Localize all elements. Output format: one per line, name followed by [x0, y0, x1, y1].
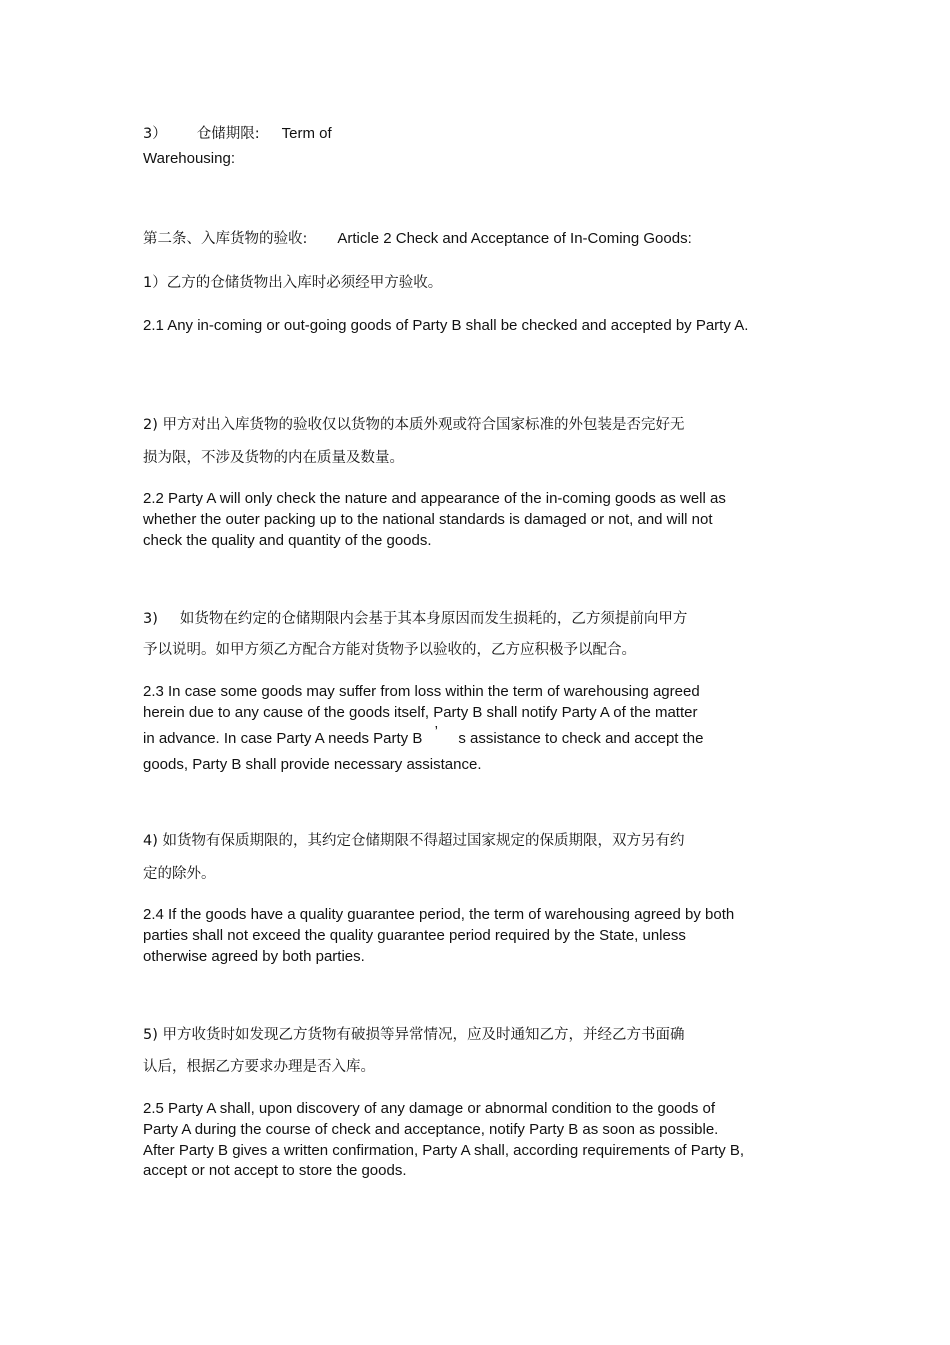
clause-3-zh-line1 [143, 609, 687, 629]
clause-title-zh: 仓储期限: [196, 126, 260, 142]
clause-title-en: Term of [281, 125, 332, 142]
clause-2-2-en: 2.2 Party A will only check the nature and appearance of the in-coming goods as well as whether the outer packing up to the national standards is damaged or not, and will not check the quality and quantity of the goods. [143, 490, 726, 549]
clause-2-zh-line2: 损为限，不涉及货物的内在质量及数量。 [143, 450, 404, 466]
clause-text: s assistance to check and accept the [458, 730, 704, 747]
clause-2-3-en-line1: 2.3 In case some goods may suffer from loss within the term of warehousing agreed [143, 683, 700, 700]
clause-2-4-en: 2.4 If the goods have a quality guarantee period, the term of warehousing agreed by both parties shall not exceed the quality guarantee period required by the State, unless otherwise agreed by both parties. [143, 906, 735, 965]
clause-2-3-en-line2: herein due to any cause of the goods itself, Party B shall notify Party A of the matter [143, 704, 698, 721]
clause-text: 如货物在约定的仓储期限内会基于其本身原因而发生损耗的，乙方须提前向甲方 [179, 611, 688, 627]
clause-2-zh-line1: 2) 甲方对出入库货物的验收仅以货物的本质外观或符合国家标准的外包装是否完好无 [143, 417, 685, 433]
clause-2-3-en-line4: goods, Party B shall provide necessary assistance. [143, 756, 482, 773]
term-of-warehousing-continuation: Warehousing: [143, 150, 235, 167]
clause-2-5-en: 2.5 Party A shall, upon discovery of any damage or abnormal condition to the goods of Party A during the course of check and acceptance, notify Party B as soon as possible. After Party B gives a written confirmation, Party A shall, according requirements of Party B, accept or not accept to store the goods. [143, 1100, 745, 1180]
clause-4-zh-line1: 4) 如货物有保质期限的，其约定仓储期限不得超过国家规定的保质期限，双方另有约 [143, 833, 685, 849]
clause-2-1-en: 2.1 Any in-coming or out-going goods of Party B shall be checked and accepted by Party A. [143, 317, 749, 334]
clause-text: in advance. In case Party A needs Party B [143, 730, 423, 747]
clause-4-zh-line2: 定的除外。 [143, 866, 216, 882]
term-of-warehousing-line [143, 124, 332, 144]
article-2-heading [143, 229, 692, 249]
article-heading-en: Article 2 Check and Acceptance of In-Coming Goods: [337, 230, 692, 247]
clause-5-zh-line1: 5) 甲方收货时如发现乙方货物有破损等异常情况，应及时通知乙方，并经乙方书面确 [143, 1027, 685, 1043]
clause-1-zh: 1）乙方的仓储货物出入库时必须经甲方验收。 [143, 275, 443, 291]
clause-number: 3） [143, 126, 167, 142]
article-heading-zh: 第二条、入库货物的验收: [143, 231, 308, 247]
clause-3-zh-line2: 予以说明。如甲方须乙方配合方能对货物予以验收的，乙方应积极予以配合。 [143, 642, 636, 658]
clause-5-zh-line2: 认后，根据乙方要求办理是否入库。 [143, 1059, 375, 1075]
clause-number: 3) [143, 611, 158, 627]
clause-2-3-en-line3 [143, 723, 753, 750]
apostrophe: ’ [434, 723, 439, 740]
